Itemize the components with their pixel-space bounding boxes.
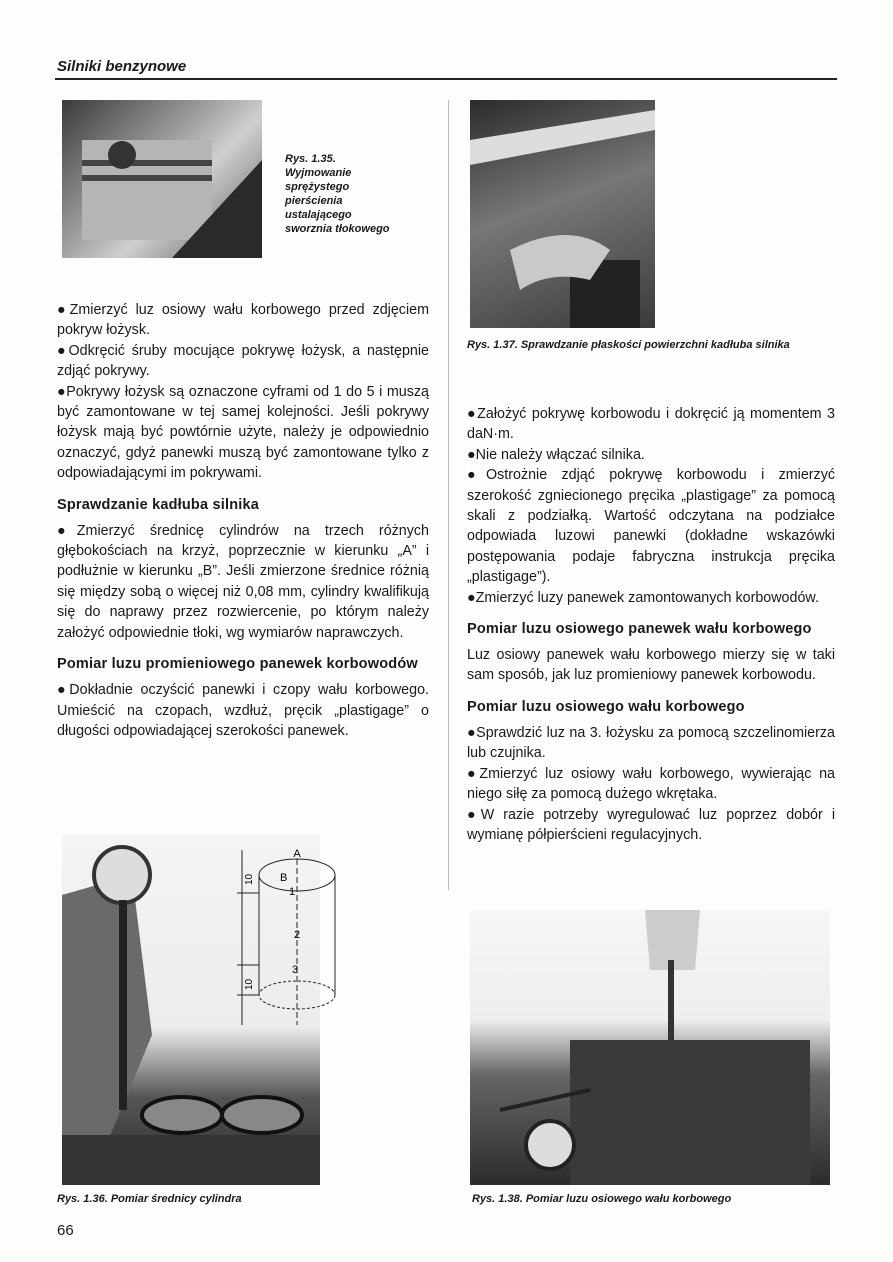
caption-line: pierścienia: [285, 195, 343, 207]
paragraph: ●Zmierzyć luz osiowy wału korbowego przed zdjęciem pokryw łożysk.: [57, 302, 429, 339]
caption-line: Wyjmowanie: [285, 167, 352, 179]
paragraph: ●Ostrożnie zdjąć pokrywę korbowodu i zmierzyć szerokość zgniecionego pręcika „plastigage” za pomocą skali z podziałką. Wartość odczytana na podziałce odpowiada luzowi panewki (dokładne wskazówki postępowania podaje fabryczna instrukcja pręcika „plastigage”).: [467, 467, 835, 586]
running-header: Silniki benzynowe: [57, 58, 187, 75]
cylinder-diagram: [232, 845, 342, 1030]
label-a: A: [293, 848, 301, 860]
figure-caption-1-36: Rys. 1.36. Pomiar średnicy cylindra: [57, 1193, 242, 1205]
caption-line: sworznia tłokowego: [285, 223, 390, 235]
paragraph: ●Zmierzyć luzy panewek zamontowanych korbowodów.: [467, 589, 819, 606]
label-b: B: [280, 872, 288, 884]
label-depth-2: 2: [294, 929, 301, 941]
photo-piston: [62, 100, 262, 258]
paragraph: ●Zmierzyć średnicę cylindrów na trzech różnych głębokościach na krzyż, poprzecznie w kierunku „A” i podłużnie w kierunku „B”. Jeśli zmierzone średnice różnią się między sobą o więcej niż 0,08 mm, cylindry kwalifikują się do naprawy przez rozwiercenie, po którym należy założyć odpowiednie tłoki, wg wymiarów naprawczych.: [57, 522, 429, 641]
section-heading: Pomiar luzu osiowego wału korbowego: [467, 698, 745, 715]
left-column: [57, 300, 429, 741]
paragraph: ●W razie potrzeby wyregulować luz poprzez dobór i wymianę półpierścieni regulacyjnych.: [467, 806, 835, 843]
label-10-bottom: 10: [244, 978, 255, 990]
caption-line: Rys. 1.35.: [285, 153, 336, 165]
figure-caption-1-38: Rys. 1.38. Pomiar luzu osiowego wału korbowego: [472, 1193, 732, 1205]
column-divider: [448, 100, 449, 890]
page-number: 66: [57, 1222, 74, 1239]
section-heading: Pomiar luzu promieniowego panewek korbowodów: [57, 656, 418, 673]
figure-caption-1-35: [285, 152, 390, 236]
label-depth-1: 1: [289, 886, 296, 898]
caption-line: sprężystego: [285, 181, 350, 193]
paragraph: ●Odkręcić śruby mocujące pokrywę łożysk, a następnie zdjąć pokrywy.: [57, 342, 429, 380]
paragraph: ●Pokrywy łożysk są oznaczone cyframi od 1 do 5 i muszą być zamontowane w tej samej kolejności. Jeśli pokrywy łożysk mają być powtórnie użyte, należy je odpowiednio oznaczyć, gdyż panewki muszą być zamontowane tylko z odpowiadającymi im pokrywami.: [57, 383, 429, 482]
paragraph: ●Zmierzyć luz osiowy wału korbowego, wywierając na niego siłę za pomocą dużego wkrętaka.: [467, 765, 835, 803]
photo-straightedge: [470, 100, 655, 328]
section-heading: Sprawdzanie kadłuba silnika: [57, 496, 260, 513]
paragraph: ●Dokładnie oczyścić panewki i czopy wału korbowego. Umieścić na czopach, wzdłuż, pręcik „plastigage” o długości odpowiadającej szerokości panewek.: [57, 682, 429, 739]
caption-line: ustalającego: [285, 209, 352, 221]
paragraph: ●Założyć pokrywę korbowodu i dokręcić ją momentem 3 daN·m.: [467, 406, 835, 443]
label-10-top: 10: [244, 873, 255, 885]
header-rule: [55, 78, 837, 80]
section-heading: Pomiar luzu osiowego panewek wału korbowego: [467, 621, 812, 638]
paragraph: ●Sprawdzić luz na 3. łożysku za pomocą szczelinomierza lub czujnika.: [467, 724, 835, 762]
right-column: [467, 404, 835, 845]
paragraph: Luz osiowy panewek wału korbowego mierzy się w taki sam sposób, jak luz promieniowy panewek korbowodu.: [467, 647, 835, 684]
label-depth-3: 3: [292, 964, 299, 976]
paragraph: ●Nie należy włączać silnika.: [467, 446, 645, 463]
photo-crankshaft-gauge: [470, 910, 830, 1185]
figure-caption-1-37: Rys. 1.37. Sprawdzanie płaskości powierzchni kadłuba silnika: [467, 339, 790, 351]
